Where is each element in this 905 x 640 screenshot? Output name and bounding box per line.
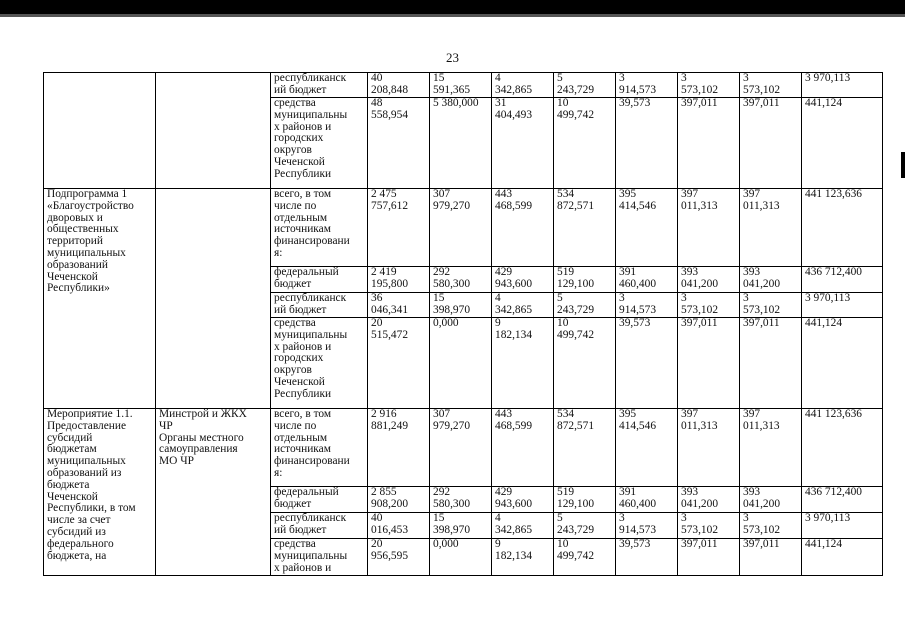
scan-top-shadow [0,14,905,17]
value-cell: 0,000 [430,318,492,409]
value-cell: 3 573,102 [740,513,802,539]
value-cell: 15 398,970 [430,293,492,318]
value-cell: 441 123,636 [802,189,883,267]
value-cell: 10 499,742 [554,98,616,189]
value-cell: 3 914,573 [616,513,678,539]
value-cell: 4 342,865 [492,513,554,539]
funding-source-cell: федеральный бюджет [271,487,368,513]
page-number: 23 [446,50,459,65]
value-cell: 397 011,313 [740,189,802,267]
value-cell: 391 460,400 [616,267,678,293]
funding-source-cell: средства муниципальны х районов и городских округов Чеченской Республики [271,98,368,189]
value-cell: 3 914,573 [616,73,678,98]
value-cell: 31 404,493 [492,98,554,189]
value-cell: 10 499,742 [554,539,616,576]
value-cell: 40 016,453 [368,513,430,539]
value-cell: 397 011,313 [740,409,802,487]
program-name-cell [44,73,156,189]
value-cell: 2 475 757,612 [368,189,430,267]
value-cell: 397,011 [678,98,740,189]
executor-cell [156,73,271,189]
value-cell: 429 943,600 [492,267,554,293]
value-cell: 2 419 195,800 [368,267,430,293]
value-cell: 395 414,546 [616,189,678,267]
table-row [44,73,883,98]
value-cell: 48 558,954 [368,98,430,189]
value-cell: 40 208,848 [368,73,430,98]
value-cell: 292 580,300 [430,267,492,293]
funding-source-cell: всего, в том числе по отдельным источникам финансировани я: [271,409,368,487]
funding-source-cell: федеральный бюджет [271,267,368,293]
scan-top-edge [0,0,905,14]
value-cell: 15 398,970 [430,513,492,539]
value-cell: 534 872,571 [554,189,616,267]
value-cell: 4 342,865 [492,293,554,318]
value-cell: 436 712,400 [802,267,883,293]
value-cell: 3 573,102 [678,513,740,539]
value-cell: 397 011,313 [678,189,740,267]
value-cell: 9 182,134 [492,318,554,409]
value-cell: 36 046,341 [368,293,430,318]
budget-table [43,72,883,576]
value-cell: 3 970,113 [802,293,883,318]
value-cell: 2 855 908,200 [368,487,430,513]
value-cell: 10 499,742 [554,318,616,409]
program-name-cell: Мероприятие 1.1. Предоставление субсидий бюджетам муниципальных образований из бюджета Чеченской Республики, в том числе за счет субсидий из федерального бюджета, на [44,409,156,576]
value-cell: 3 573,102 [740,293,802,318]
value-cell: 519 129,100 [554,487,616,513]
executor-cell: Минстрой и ЖКХ ЧР Органы местного самоуправления МО ЧР [156,409,271,576]
value-cell: 4 342,865 [492,73,554,98]
funding-source-cell: средства муниципальны х районов и городских округов Чеченской Республики [271,318,368,409]
table-row [44,189,883,267]
value-cell: 397 011,313 [678,409,740,487]
value-cell: 0,000 [430,539,492,576]
table-row [44,409,883,487]
value-cell: 397,011 [678,318,740,409]
value-cell: 393 041,200 [740,267,802,293]
executor-cell [156,189,271,409]
value-cell: 292 580,300 [430,487,492,513]
value-cell: 3 573,102 [678,293,740,318]
value-cell: 39,573 [616,539,678,576]
value-cell: 397,011 [740,318,802,409]
value-cell: 307 979,270 [430,189,492,267]
value-cell: 3 970,113 [802,513,883,539]
value-cell: 3 573,102 [740,73,802,98]
value-cell: 441,124 [802,98,883,189]
value-cell: 395 414,546 [616,409,678,487]
value-cell: 5 380,000 [430,98,492,189]
funding-source-cell: республиканск ий бюджет [271,513,368,539]
funding-source-cell: всего, в том числе по отдельным источникам финансировани я: [271,189,368,267]
value-cell: 5 243,729 [554,73,616,98]
funding-source-cell: республиканск ий бюджет [271,73,368,98]
funding-source-cell: республиканск ий бюджет [271,293,368,318]
value-cell: 443 468,599 [492,409,554,487]
value-cell: 436 712,400 [802,487,883,513]
value-cell: 3 573,102 [678,73,740,98]
value-cell: 393 041,200 [740,487,802,513]
value-cell: 39,573 [616,318,678,409]
value-cell: 39,573 [616,98,678,189]
value-cell: 307 979,270 [430,409,492,487]
value-cell: 20 515,472 [368,318,430,409]
value-cell: 443 468,599 [492,189,554,267]
value-cell: 397,011 [678,539,740,576]
program-name-cell: Подпрограмма 1 «Благоустройство дворовых и общественных территорий муниципальных образований Чеченской Республики» [44,189,156,409]
value-cell: 5 243,729 [554,513,616,539]
value-cell: 519 129,100 [554,267,616,293]
value-cell: 2 916 881,249 [368,409,430,487]
value-cell: 441,124 [802,318,883,409]
value-cell: 3 970,113 [802,73,883,98]
value-cell: 393 041,200 [678,267,740,293]
value-cell: 534 872,571 [554,409,616,487]
value-cell: 441 123,636 [802,409,883,487]
value-cell: 5 243,729 [554,293,616,318]
value-cell: 393 041,200 [678,487,740,513]
value-cell: 9 182,134 [492,539,554,576]
value-cell: 391 460,400 [616,487,678,513]
scan-edge-mark [901,152,905,178]
value-cell: 429 943,600 [492,487,554,513]
value-cell: 397,011 [740,98,802,189]
value-cell: 20 956,595 [368,539,430,576]
value-cell: 441,124 [802,539,883,576]
value-cell: 397,011 [740,539,802,576]
value-cell: 15 591,365 [430,73,492,98]
value-cell: 3 914,573 [616,293,678,318]
funding-source-cell: средства муниципальны х районов и [271,539,368,576]
